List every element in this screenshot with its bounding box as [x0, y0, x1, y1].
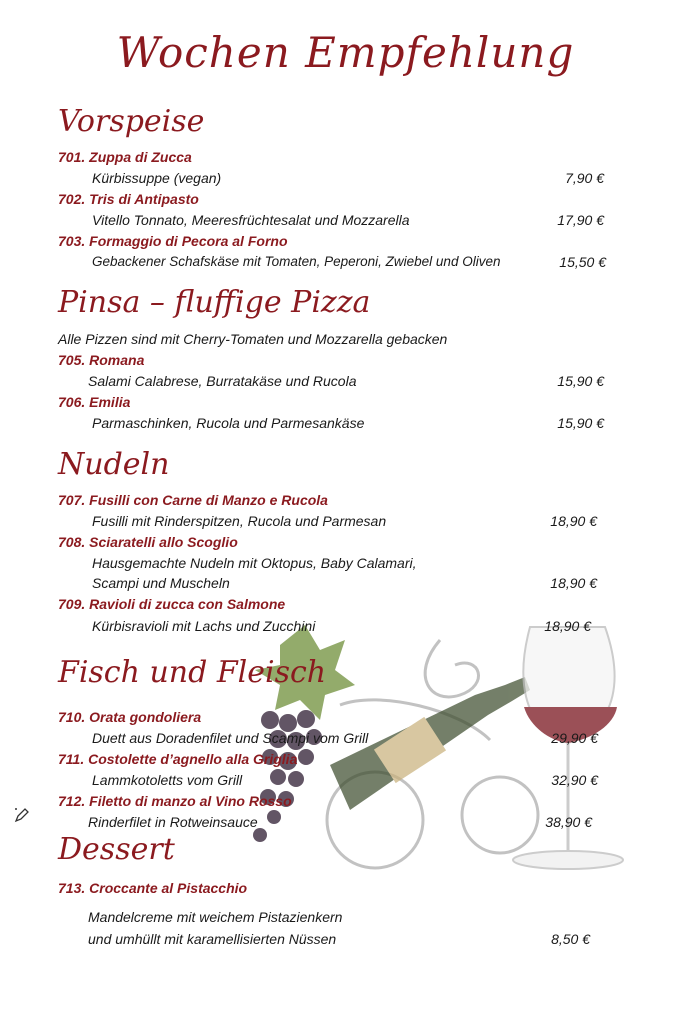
dish-price: 38,90 €	[545, 814, 592, 830]
dish-price: 15,90 €	[557, 373, 604, 389]
dish-price: 18,90 €	[544, 618, 591, 634]
dish-description: Fusilli mit Rinderspitzen, Rucola und Parmesan	[92, 513, 387, 529]
section-note: Alle Pizzen sind mit Cherry-Tomaten und Mozzarella gebacken	[58, 331, 448, 347]
dish-name: 706. Emilia	[58, 394, 131, 410]
dish-name: 709. Ravioli di zucca con Salmone	[58, 596, 286, 612]
dish-name: 708. Sciaratelli allo Scoglio	[58, 534, 238, 550]
dish-price: 7,90 €	[565, 170, 604, 186]
dish-price: 29,90 €	[551, 730, 598, 746]
section-heading-nudeln: Nudeln	[58, 447, 170, 482]
pen-icon[interactable]	[12, 805, 32, 825]
dish-description: Gebackener Schafskäse mit Tomaten, Peperoni, Zwiebel und Oliven	[92, 254, 501, 269]
dish-price: 18,90 €	[550, 513, 597, 529]
dish-price: 15,50 €	[559, 254, 606, 270]
dish-description: Vitello Tonnato, Meeresfrüchtesalat und Mozzarella	[92, 212, 410, 228]
dish-description: Scampi und Muscheln	[92, 575, 230, 591]
dish-name: 711. Costolette d’agnello alla Griglia	[58, 751, 298, 767]
dish-description: Kürbissuppe (vegan)	[92, 170, 222, 186]
section-heading-vorspeise: Vorspeise	[58, 104, 205, 139]
dish-name: 702. Tris di Antipasto	[58, 191, 199, 207]
section-heading-pinsa: Pinsa – fluffige Pizza	[58, 285, 371, 320]
dish-name: 705. Romana	[58, 352, 145, 368]
wine-glass	[513, 627, 623, 869]
dish-description: Parmaschinken, Rucola und Parmesankäse	[92, 415, 365, 431]
dish-description: Salami Calabrese, Burratakäse und Rucola	[88, 373, 357, 389]
dish-description: Hausgemachte Nudeln mit Oktopus, Baby Calamari,	[92, 555, 417, 571]
dish-name: 701. Zuppa di Zucca	[58, 149, 192, 165]
dish-price: 8,50 €	[551, 931, 590, 947]
dish-price: 17,90 €	[557, 212, 604, 228]
section-heading-fisch-fleisch: Fisch und Fleisch	[58, 655, 327, 690]
dish-description: Mandelcreme mit weichem Pistazienkern	[88, 909, 343, 925]
section-heading-dessert: Dessert	[58, 832, 175, 867]
dish-name: 713. Croccante al Pistacchio	[58, 880, 248, 896]
dish-description: Duett aus Doradenfilet und Scampi vom Grill	[92, 730, 369, 746]
dish-name: 703. Formaggio di Pecora al Forno	[58, 233, 288, 249]
dish-price: 32,90 €	[551, 772, 598, 788]
dish-description: Lammkotoletts vom Grill	[92, 772, 243, 788]
dish-price: 15,90 €	[557, 415, 604, 431]
dish-name: 712. Filetto di manzo al Vino Rosso	[58, 793, 292, 809]
dish-name: 707. Fusilli con Carne di Manzo e Rucola	[58, 492, 328, 508]
page-title: Wochen Empfehlung	[116, 28, 575, 77]
dish-description: Kürbisravioli mit Lachs und Zucchini	[92, 618, 316, 634]
dish-description: und umhüllt mit karamellisierten Nüssen	[88, 931, 337, 947]
dish-price: 18,90 €	[550, 575, 597, 591]
dish-description: Rinderfilet in Rotweinsauce	[88, 814, 258, 830]
dish-name: 710. Orata gondoliera	[58, 709, 202, 725]
